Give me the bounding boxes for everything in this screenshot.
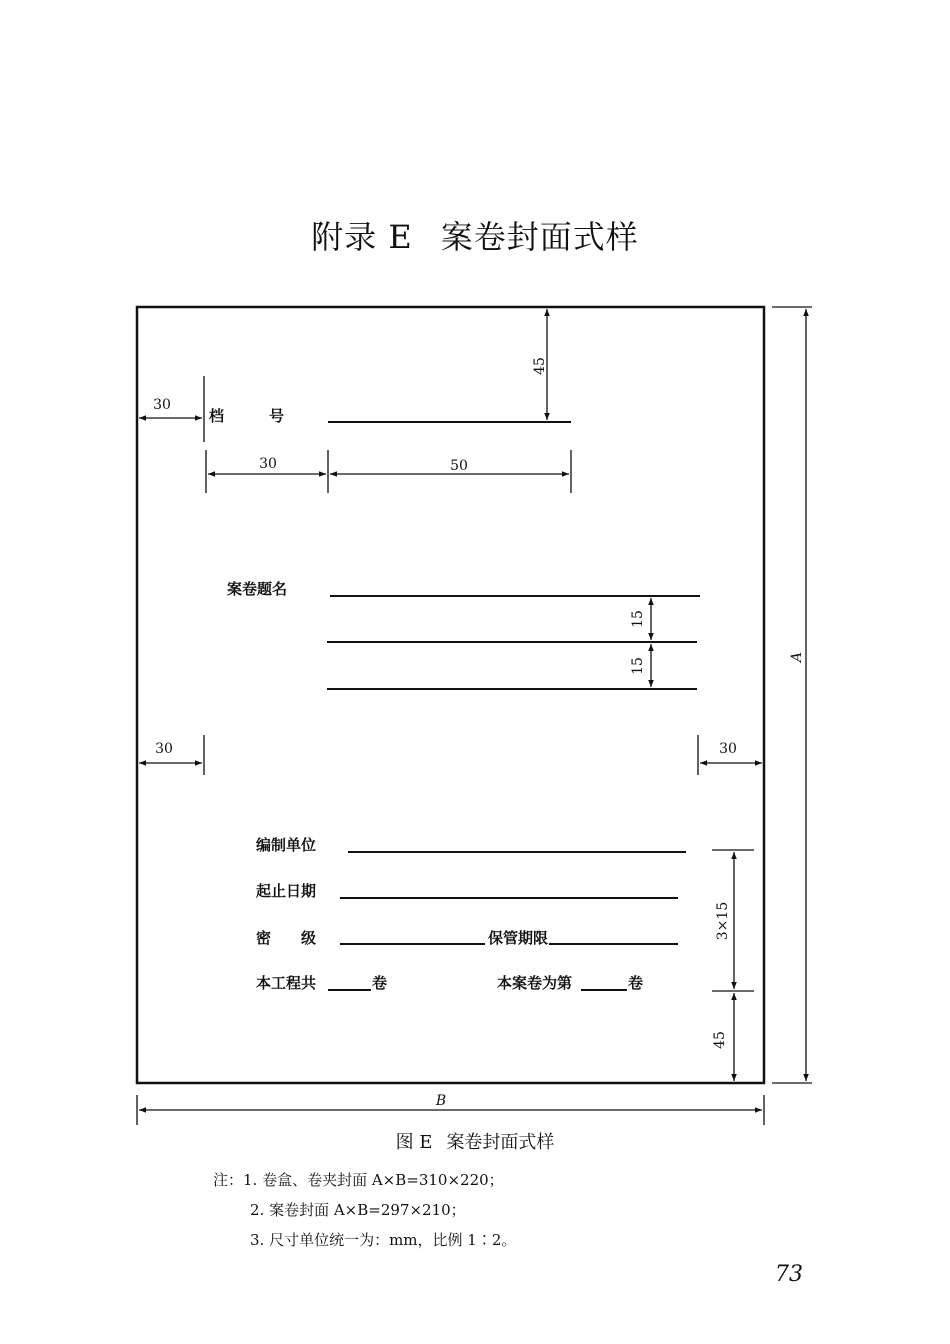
note-2: 2. 案卷封面 A×B=297×210； xyxy=(250,1201,466,1219)
note-1: 注：1. 卷盒、卷夹封面 A×B=310×220； xyxy=(213,1171,504,1189)
dim-left-margin-top: 30 xyxy=(153,397,171,413)
dim-left-margin-mid: 30 xyxy=(155,741,173,757)
retention-label: 保管期限 xyxy=(488,929,549,947)
dim-bottom-block: 3×15 xyxy=(715,901,731,941)
figure-number: 图 E xyxy=(395,1132,433,1153)
volume-no-suffix: 卷 xyxy=(628,974,644,992)
project-total-prefix: 本工程共 xyxy=(256,974,317,992)
dim-line-length: 50 xyxy=(450,458,468,474)
dates-label: 起止日期 xyxy=(256,882,317,900)
appendix-name: 案卷封面式样 xyxy=(440,218,639,256)
appendix-label: 附录 E xyxy=(311,218,413,256)
volume-no-prefix: 本案卷为第 xyxy=(497,974,573,992)
dim-top-margin: 45 xyxy=(532,357,548,375)
compiler-label: 编制单位 xyxy=(256,836,317,854)
dim-title-spacing-1: 15 xyxy=(630,610,646,628)
figure-title: 案卷封面式样 xyxy=(446,1132,555,1153)
figure-caption xyxy=(0,1128,950,1154)
dim-title-spacing-2: 15 xyxy=(630,657,646,675)
note-3: 3. 尺寸单位统一为：mm，比例 1∶2。 xyxy=(250,1231,517,1249)
notes xyxy=(213,1165,516,1255)
dim-bottom-margin: 45 xyxy=(712,1031,728,1049)
page-number: 73 xyxy=(775,1262,803,1287)
file-title-label: 案卷题名 xyxy=(227,580,288,598)
archive-number-label: 档 号 xyxy=(209,407,285,425)
dim-height: A xyxy=(789,651,805,663)
dim-right-margin-mid: 30 xyxy=(719,741,737,757)
secrecy-label: 密 级 xyxy=(256,929,317,947)
dim-label-width: 30 xyxy=(259,456,277,472)
project-total-suffix: 卷 xyxy=(372,974,388,992)
dim-width: B xyxy=(435,1093,447,1109)
